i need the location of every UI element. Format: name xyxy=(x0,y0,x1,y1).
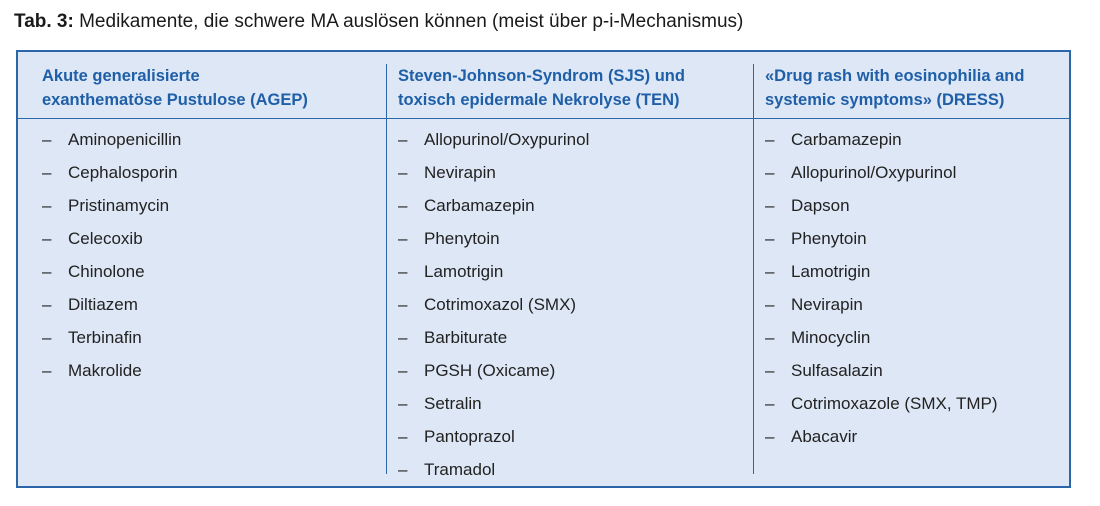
drug-name: Cephalosporin xyxy=(68,163,178,182)
drug-name: Barbiturate xyxy=(424,328,508,347)
drug-list-item xyxy=(42,293,378,326)
dash-bullet: – xyxy=(42,295,52,314)
drug-name: Abacavir xyxy=(791,427,858,446)
dash-bullet: – xyxy=(42,130,52,149)
dash-bullet: – xyxy=(765,130,775,149)
dash-bullet: – xyxy=(765,163,775,182)
dash-bullet: – xyxy=(42,163,52,182)
dash-bullet: – xyxy=(42,328,52,347)
drug-list-dress xyxy=(765,128,1061,458)
dash-bullet: – xyxy=(398,262,408,281)
drug-name: Cotrimoxazol (SMX) xyxy=(424,295,577,314)
drug-name: Aminopenicillin xyxy=(68,130,182,149)
drug-list-item xyxy=(42,128,378,161)
drug-list-item xyxy=(765,359,1061,392)
dash-bullet: – xyxy=(398,163,408,182)
drug-list-item xyxy=(398,293,745,326)
column-header-sjs-ten xyxy=(398,64,745,116)
column-sjs-ten xyxy=(386,52,753,486)
dash-bullet: – xyxy=(398,460,408,479)
drug-list-item xyxy=(765,326,1061,359)
table-caption xyxy=(14,10,743,34)
drug-table xyxy=(16,50,1071,488)
column-agep xyxy=(18,52,386,486)
drug-name: Celecoxib xyxy=(68,229,143,248)
drug-name: Diltiazem xyxy=(68,295,138,314)
column-header-line: toxisch epidermale Nekrolyse (TEN) xyxy=(398,91,680,109)
dash-bullet: – xyxy=(398,394,408,413)
dash-bullet: – xyxy=(398,196,408,215)
drug-name: Allopurinol/Oxypurinol xyxy=(791,163,957,182)
column-header-line: «Drug rash with eosinophilia and xyxy=(765,67,1025,85)
drug-name: Minocyclin xyxy=(791,328,871,347)
dash-bullet: – xyxy=(398,361,408,380)
drug-name: Pristinamycin xyxy=(68,196,170,215)
drug-name: Pantoprazol xyxy=(424,427,515,446)
drug-name: Nevirapin xyxy=(424,163,496,182)
column-header-line: exanthematöse Pustulose (AGEP) xyxy=(42,91,308,109)
drug-list-item xyxy=(398,326,745,359)
drug-name: Carbamazepin xyxy=(791,130,902,149)
drug-list-item xyxy=(398,128,745,161)
drug-list-item xyxy=(398,392,745,425)
drug-list-item xyxy=(765,425,1061,458)
drug-list-item xyxy=(398,260,745,293)
dash-bullet: – xyxy=(398,229,408,248)
dash-bullet: – xyxy=(765,361,775,380)
drug-name: Makrolide xyxy=(68,361,142,380)
dash-bullet: – xyxy=(42,229,52,248)
drug-name: Setralin xyxy=(424,394,482,413)
drug-name: Lamotrigin xyxy=(424,262,504,281)
drug-list-agep xyxy=(42,128,378,392)
drug-list-item xyxy=(42,161,378,194)
dash-bullet: – xyxy=(398,295,408,314)
dash-bullet: – xyxy=(765,262,775,281)
dash-bullet: – xyxy=(765,196,775,215)
drug-name: Chinolone xyxy=(68,262,145,281)
drug-list-item xyxy=(398,161,745,194)
drug-list-item xyxy=(765,293,1061,326)
dash-bullet: – xyxy=(765,229,775,248)
drug-list-item xyxy=(765,128,1061,161)
dash-bullet: – xyxy=(42,262,52,281)
drug-list-item xyxy=(765,260,1061,293)
dash-bullet: – xyxy=(765,328,775,347)
column-header-line: Akute generalisierte xyxy=(42,67,200,85)
caption-label: Tab. 3: xyxy=(14,11,74,32)
dash-bullet: – xyxy=(42,196,52,215)
column-header-line: Steven-Johnson-Syndrom (SJS) und xyxy=(398,67,685,85)
column-header-agep xyxy=(42,64,378,116)
drug-list-item xyxy=(42,194,378,227)
drug-list-item xyxy=(398,458,745,491)
drug-name: Phenytoin xyxy=(791,229,867,248)
caption-text: Medikamente, die schwere MA auslösen können (meist über p-i-Mechanismus) xyxy=(73,11,744,32)
column-header-line: systemic symptoms» (DRESS) xyxy=(765,91,1005,109)
drug-name: Nevirapin xyxy=(791,295,863,314)
drug-list-item xyxy=(765,194,1061,227)
drug-name: Carbamazepin xyxy=(424,196,535,215)
drug-name: Allopurinol/Oxypurinol xyxy=(424,130,590,149)
drug-name: Phenytoin xyxy=(424,229,500,248)
column-header-dress xyxy=(765,64,1061,116)
drug-name: Sulfasalazin xyxy=(791,361,883,380)
column-dress xyxy=(753,52,1069,486)
drug-list-item xyxy=(42,359,378,392)
drug-list-item xyxy=(398,425,745,458)
drug-list-item xyxy=(42,260,378,293)
dash-bullet: – xyxy=(398,328,408,347)
drug-list-item xyxy=(398,194,745,227)
drug-list-item xyxy=(42,227,378,260)
drug-name: Tramadol xyxy=(424,460,496,479)
drug-name: Cotrimoxazole (SMX, TMP) xyxy=(791,394,998,413)
dash-bullet: – xyxy=(42,361,52,380)
drug-list-item xyxy=(398,227,745,260)
dash-bullet: – xyxy=(765,427,775,446)
drug-name: PGSH (Oxicame) xyxy=(424,361,556,380)
drug-name: Lamotrigin xyxy=(791,262,871,281)
dash-bullet: – xyxy=(398,130,408,149)
drug-list-item xyxy=(765,392,1061,425)
drug-list-item xyxy=(765,161,1061,194)
dash-bullet: – xyxy=(398,427,408,446)
dash-bullet: – xyxy=(765,394,775,413)
drug-list-item xyxy=(398,359,745,392)
drug-list-item xyxy=(765,227,1061,260)
dash-bullet: – xyxy=(765,295,775,314)
drug-name: Terbinafin xyxy=(68,328,142,347)
drug-name: Dapson xyxy=(791,196,850,215)
drug-list-sjs-ten xyxy=(398,128,745,491)
drug-list-item xyxy=(42,326,378,359)
